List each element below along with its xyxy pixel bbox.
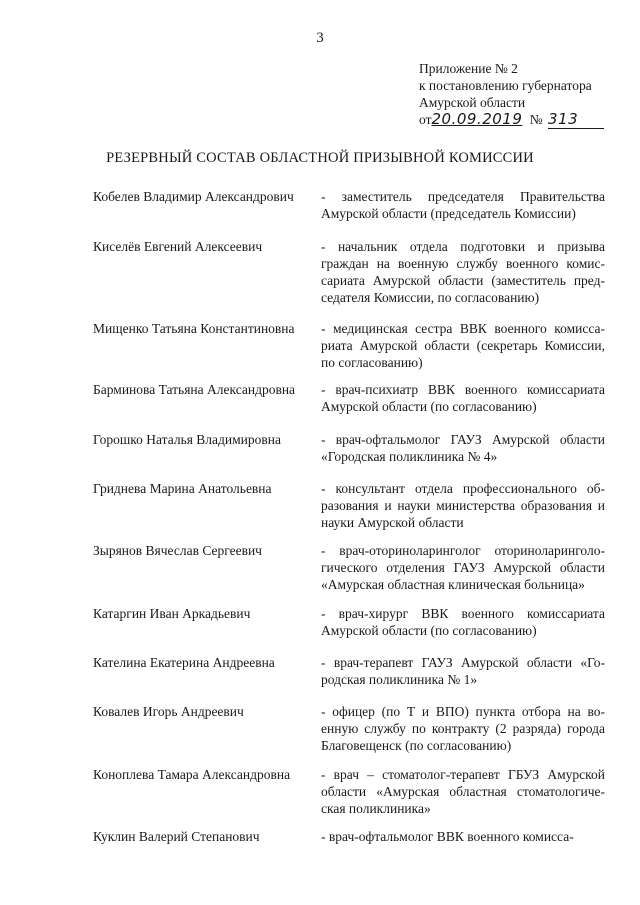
member-role: - врач-терапевт ГАУЗ Амурской области «Городская поликлиника № 1»	[321, 655, 605, 687]
appendix-line-2: к постановлению губернатора	[419, 78, 592, 93]
member-role: - врач-оториноларинголог оториноларингологического отделения ГАУЗ Амурской области «Амурская областная клиническая больница»	[321, 543, 605, 592]
member-name: Гриднева Марина Анатольевна	[93, 481, 272, 496]
member-role: - врач-хирург ВВК военного комиссариата Амурской области (по согласованию)	[321, 606, 605, 638]
member-name: Ковалев Игорь Андреевич	[93, 704, 244, 719]
member-name: Горошко Наталья Владимировна	[93, 432, 281, 447]
member-role: - консультант отдела профессионального образования и науки министерства образования и науки Амурской области	[321, 481, 605, 530]
handwritten-number: 313	[548, 110, 579, 128]
member-role: - медицинская сестра ВВК военного комиссариата Амурской области (секретарь Комиссии, по согласованию)	[321, 321, 605, 370]
appendix-header	[419, 60, 604, 129]
appendix-date-line	[419, 111, 604, 129]
member-name: Киселёв Евгений Алексеевич	[93, 239, 263, 254]
member-name: Зырянов Вячеслав Сергеевич	[93, 543, 262, 558]
member-role: - врач-офтальмолог ГАУЗ Амурской области «Городская поликлиника № 4»	[321, 432, 605, 464]
appendix-line-3: Амурской области	[419, 95, 526, 110]
page-number: 3	[316, 30, 324, 46]
member-role: - начальник отдела подготовки и призыва граждан на военную службу военного комиссариата Амурской области (заместитель председателя Комиссии, по согласованию)	[321, 239, 605, 305]
member-role: - заместитель председателя Правительства Амурской области (председатель Комиссии)	[321, 189, 605, 221]
member-name: Катаргин Иван Аркадьевич	[93, 606, 251, 621]
handwritten-date: 20.09.2019	[431, 110, 523, 128]
member-role: - офицер (по Т и ВПО) пункта отбора на военную службу по контракту (2 разряда) города Благовещенск (по согласованию)	[321, 704, 605, 753]
member-name: Кателина Екатерина Андреевна	[93, 655, 275, 670]
member-name: Куклин Валерий Степанович	[93, 829, 260, 844]
number-sign: №	[529, 112, 543, 127]
member-name: Кобелев Владимир Александрович	[93, 189, 294, 204]
member-name: Коноплева Тамара Александровна	[93, 767, 291, 782]
appendix-line-1: Приложение № 2	[419, 61, 518, 76]
member-name: Мищенко Татьяна Константиновна	[93, 321, 295, 336]
member-role: - врач – стоматолог-терапевт ГБУЗ Амурской области «Амурская областная стоматологическая поликлиника»	[321, 767, 605, 816]
document-title: РЕЗЕРВНЫЙ СОСТАВ ОБЛАСТНОЙ ПРИЗЫВНОЙ КОМИССИИ	[106, 150, 534, 166]
member-name: Барминова Татьяна Александровна	[93, 382, 296, 397]
member-role: - врач-психиатр ВВК военного комиссариата Амурской области (по согласованию)	[321, 382, 605, 414]
number-underline	[548, 111, 604, 129]
member-role: - врач-офтальмолог ВВК военного комисса-	[321, 829, 574, 844]
date-prefix: от	[419, 112, 432, 127]
